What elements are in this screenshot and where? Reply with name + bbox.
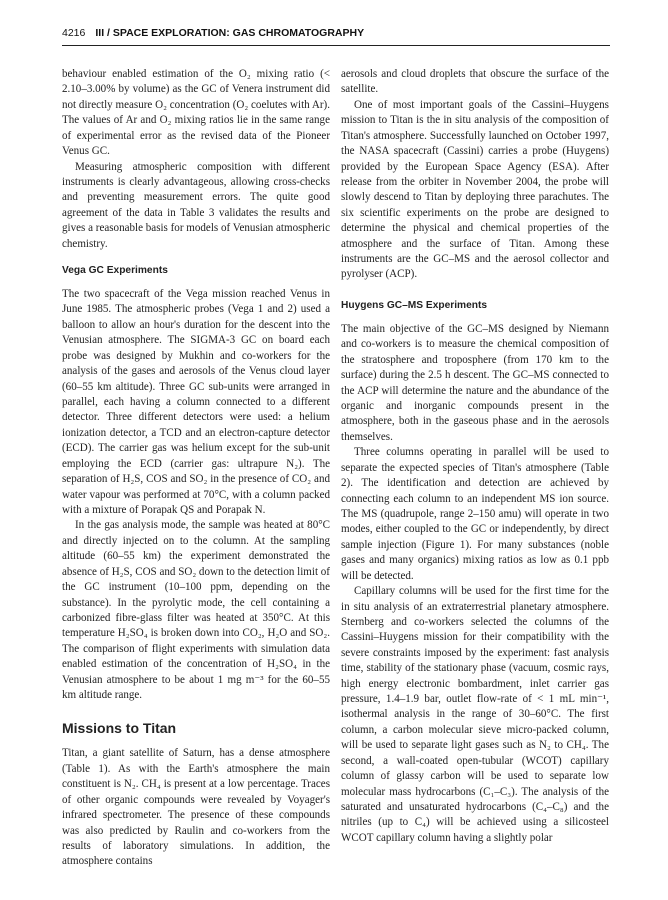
paragraph: One of most important goals of the Cassini–Huygens mission to Titan is the in situ analysis of the composition of Titan's atmosphere. Successfully launched on October 1997, the NASA spacecraft (Cassini) carries a probe (Huygens) provided by the European Space Agency (ESA). After release from the orbiter in November 2004, the probe will slowly descend to Titan by deploying three parachutes. The six scientific experiments on the probe are designed to determine the physical and chemical properties of the atmosphere and the surface of Titan. Among these instruments are the GC–MS and the aerosol collector and pyrolyser (ACP). <box>341 98 609 281</box>
page-number: 4216 <box>62 27 86 39</box>
paragraph: The two spacecraft of the Vega mission reached Venus in June 1985. The atmospheric probes (Vega 1 and 2) used a balloon to allow an hour's duration for the descent into the Venusian atmosphere. The SIGMA-3 GC on board each probe was designed by Mukhin and co-workers for the analysis of the gases and aerosols of the Venus cloud layer (60–55 km altitude). Three GC sub-units were arranged in parallel, each having a column connected to a different detector. Three different detectors were used: a helium ionization detector, a TCD and an electron-capture detector (ECD). The carrier gas was helium except for the sub-unit employing the ECD (carrier gas: ultrapure N₂). The separation of H₂S, COS and SO₂ in the presence of CO₂ and water vapour was performed at 70°C, with a column packed with a mixture of Porapak QS and Porapak N. <box>62 288 330 516</box>
section-heading-titan: Missions to Titan <box>62 720 177 737</box>
paragraph: In the gas analysis mode, the sample was heated at 80°C and directly injected on to the column. At the sampling altitude (60–55 km) the experiment demonstrated the absence of H₂S, COS and SO₂ down to the detection limit of the GC instrument (10–100 ppm, depending on the substance). In the pyrolytic mode, the cell containing a carbonized fibre-glass filter was heated at 350°C. At this temperature H₂SO₄ is broken down into CO₂, H₂O and SO₂. The comparison of flight experiments with simulation data enabled estimation of the concentration of H₂SO₄ in the Venusian atmosphere to be about 1 mg m⁻³ for the 60–55 km altitude range. <box>62 519 330 702</box>
paragraph: Three columns operating in parallel will be used to separate the expected species of Titan's atmosphere (Table 2). The identification and detection are achieved by connecting each column to an independent MS ion source. The MS (quadrupole, range 2–150 amu) will operate in two modes, either coupled to the GC or independently, by direct sample injection (Figure 1). For many substances (noble gases and many organics) mixing ratios as low as 0.1 ppb will be detected. <box>341 446 609 582</box>
running-title: III / SPACE EXPLORATION: GAS CHROMATOGRAPHY <box>95 27 365 39</box>
paragraph: aerosols and cloud droplets that obscure the surface of the satellite. <box>341 68 609 96</box>
paragraph: Titan, a giant satellite of Saturn, has a dense atmosphere (Table 1). As with the Earth's atmosphere the main constituent is N₂. CH₄ is present at a low percentage. Traces of other organic compounds were revealed by Voyager's infrared spectrometer. The presence of these compounds was also predicted by Raulin and co-workers from the results of laboratory simulations. In addition, the atmosphere contains <box>62 747 330 868</box>
section-heading-vega: Vega GC Experiments <box>62 265 168 277</box>
paragraph: Measuring atmospheric composition with different instruments is clearly advantageous, allowing cross-checks and preventing measurement errors. The quite good agreement of the data in Table 3 validates the results and gives a reasonable basis for models of Venusian atmospheric chemistry. <box>62 160 330 250</box>
paragraph: behaviour enabled estimation of the O₂ mixing ratio (< 2.10–3.00% by volume) as the GC of Venera instrument did not directly measure O₂ concentration (O₂ coelutes with Ar). The values of Ar and O₂ mixing ratios lie in the same range of experimental error as the revised data of the Pioneer Venus GC. <box>62 68 330 158</box>
running-header <box>62 27 610 43</box>
paragraph: Capillary columns will be used for the first time for the in situ analysis of an extraterrestrial planetary atmosphere. Sternberg and co-workers selected the columns of the Cassini–Huygens mission for their compatibility with the severe constraints imposed by the experiment: fast analysis time, stability of the stationary phase (vacuum, cosmic rays, high energy electronic bombardment, inlet carrier gas pressure, 1.4–1.9 bar, outlet flow-rate of < 1 mL min⁻¹, isothermal analysis in the range of 30–60°C. The first column, a carbon molecular sieve micro-packed column, will be used to separate light gases such as N₂ to CH₄. The second, a wall-coated open-tubular (WCOT) capillary column of glassy carbon will be used to separate low molecular mass hydrocarbons (C₁–C₃). The analysis of the saturated and unsaturated hydrocarbons (C₄–C₈) and the nitriles (up to C₄) will be achieved using a silicosteel WCOT capillary column having a slightly polar <box>341 585 609 844</box>
header-rule <box>62 45 610 46</box>
right-column <box>341 67 609 846</box>
paragraph: The main objective of the GC–MS designed by Niemann and co-workers is to measure the chemical composition of the stratosphere and troposphere (from 170 km to the surface) during the 2.5 h descent. The GC–MS connected to the ACP will determine the nature and the abundance of the organic and inorganic compounds present in the atmosphere, both in the gaseous phase and in the aerosols themselves. <box>341 322 609 443</box>
section-heading-huygens: Huygens GC–MS Experiments <box>341 299 488 311</box>
left-column <box>62 67 330 870</box>
